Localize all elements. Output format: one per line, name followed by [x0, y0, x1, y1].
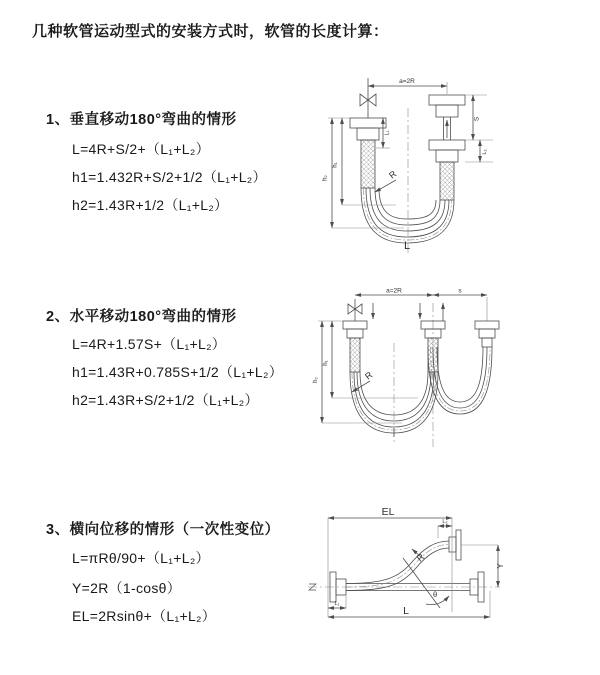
dim-label-h2: h₂: [313, 377, 319, 383]
section-1-formula-h2: h2=1.43R+1/2（L₁+L₂）: [72, 197, 229, 213]
page-title: 几种软管运动型式的安装方式时，软管的长度计算：: [32, 23, 389, 40]
upper-flange: [449, 530, 461, 560]
section-3-formula-EL: EL=2Rsinθ+（L₁+L₂）: [72, 608, 217, 624]
dim-label-y: Y: [496, 563, 505, 569]
dim-label-r: R: [363, 369, 375, 382]
section-1-heading: 1、垂直移动180°弯曲的情形: [46, 112, 237, 128]
l-dimension: [328, 591, 490, 617]
braided-hose-left: [361, 140, 375, 188]
left-flange: [343, 321, 367, 338]
section-3-formula-Y: Y=2R（1-cosθ）: [72, 580, 182, 596]
top-dimensions: [355, 295, 487, 321]
valve-icon: [348, 299, 362, 321]
y-dimension: [461, 545, 498, 587]
section-2-formula-L: L=4R+1.57S+（L₁+L₂）: [72, 336, 227, 352]
dim-label-el: EL: [381, 506, 395, 518]
el-dimension: [328, 518, 452, 617]
dim-label-l2: L₂: [442, 519, 448, 525]
right-dimensions: [465, 95, 493, 162]
valve-icon: [360, 78, 376, 118]
dim-label-l: L: [404, 240, 411, 252]
dim-label-r: R: [387, 168, 399, 181]
dim-label-h1: h₁: [332, 162, 339, 168]
dim-label-s: s: [458, 287, 462, 295]
dim-label-s: S: [473, 116, 481, 122]
dim-label-r: R: [414, 551, 427, 564]
hose-s-curve-displaced: [346, 541, 449, 591]
section-2-heading: 2、水平移动180°弯曲的情形: [46, 309, 237, 325]
dim-label-l2: L₂: [482, 149, 488, 155]
section-2-formula-h2: h2=1.43R+S/2+1/2（L₁+L₂）: [72, 392, 259, 408]
dim-label-theta: θ: [433, 590, 438, 599]
dim-label-h1: h₁: [323, 360, 329, 366]
section-3-formula-L: L=πRθ/90+（L₁+L₂）: [72, 550, 210, 566]
angle-construction: [403, 558, 449, 608]
dim-label-l1: L₁: [334, 601, 340, 607]
left-flange: [350, 118, 386, 140]
dim-label-a2r: a=2R: [399, 78, 415, 85]
dim-label-l1: L₁: [384, 130, 391, 136]
dim-label-l: L: [403, 605, 409, 617]
diagram-lateral-displacement: [300, 500, 600, 660]
l2-dimension: [438, 526, 452, 538]
section-1-formula-L: L=4R+S/2+（L₁+L₂）: [72, 141, 210, 157]
stroke-arrows: [373, 303, 443, 321]
right-pipe-assembly: [429, 95, 465, 200]
right-flange: [475, 321, 499, 347]
radius-leader: [375, 180, 396, 192]
diagram-horizontal-180-bend: [310, 285, 600, 465]
section-1-formula-h1: h1=1.432R+S/2+1/2（L₁+L₂）: [72, 169, 267, 185]
dim-label-a2r: a=2R: [386, 287, 402, 295]
braided-hose-left: [350, 338, 360, 372]
section-2-formula-h1: h1=1.43R+0.785S+1/2（L₁+L₂）: [72, 364, 283, 380]
dim-label-h2: h₂: [322, 175, 329, 181]
diagram-vertical-180-bend: [310, 70, 600, 260]
section-3-heading: 3、横向位移的情形（一次性变位）: [46, 522, 280, 538]
